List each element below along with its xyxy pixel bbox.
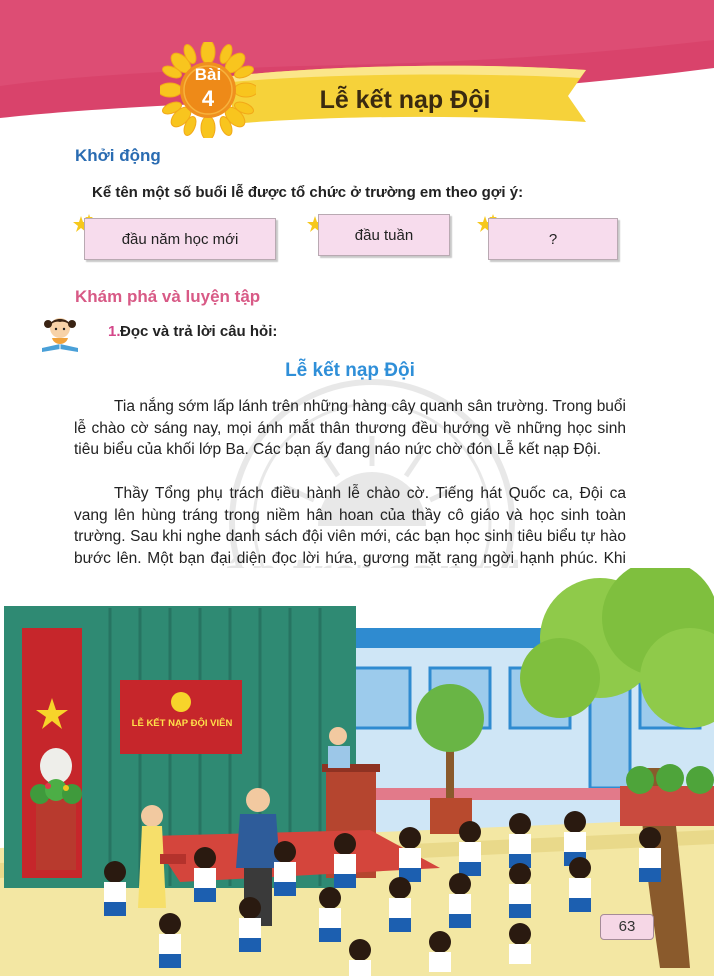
warmup-instruction: Kể tên một số buổi lễ được tổ chức ở trường em theo gợi ý:: [92, 184, 524, 201]
suggestion-box: [84, 218, 276, 260]
warmup-heading: Khởi động: [75, 146, 161, 165]
suggestion-text: ?: [548, 230, 558, 248]
lesson-title: Lễ kết nạp Đội: [319, 86, 491, 114]
stage-banner-text: LỄ KẾT NẠP ĐỘI VIÊN: [131, 718, 233, 729]
reading-girl-icon: [36, 312, 84, 354]
suggestion-box: [318, 214, 450, 256]
question-text: Đọc và trả lời câu hỏi:: [120, 323, 278, 340]
explore-heading: Khám phá và luyện tập: [75, 287, 261, 306]
question-number: 1.: [108, 323, 121, 340]
suggestion-box: [488, 218, 618, 260]
story-title: Lễ kết nạp Đội: [285, 360, 415, 381]
suggestion-text: đầu tuần: [354, 226, 414, 244]
page-number: 63: [600, 914, 654, 940]
lesson-label: Bài: [194, 65, 222, 84]
story-paragraph: Tia nắng sớm lấp lánh trên những hàng cây quanh sân trường. Trong buổi lễ chào cờ sáng nay, mọi ánh mắt thân thương đều hướng về những học sinh tiêu biểu của khối lớp Ba. Các bạn ấy đang náo nức chờ đón Lễ kết nạp Đội.: [74, 398, 626, 458]
story-paragraph: Thầy Tổng phụ trách điều hành lễ chào cờ. Tiếng hát Quốc ca, Đội ca vang lên hùng tráng trong niềm hân hoan của thầy cô giáo và học sinh toàn trường. Sau khi nghe danh sách đội viên mới, các bạn học sinh tiêu biểu tự hào bước lên. Một bạn đại diện đọc lời hứa, gương mặt rạng ngời hạnh phúc. Khi: [74, 485, 626, 567]
suggestion-text: đầu năm học mới: [121, 230, 239, 248]
lesson-number: 4: [201, 86, 215, 111]
